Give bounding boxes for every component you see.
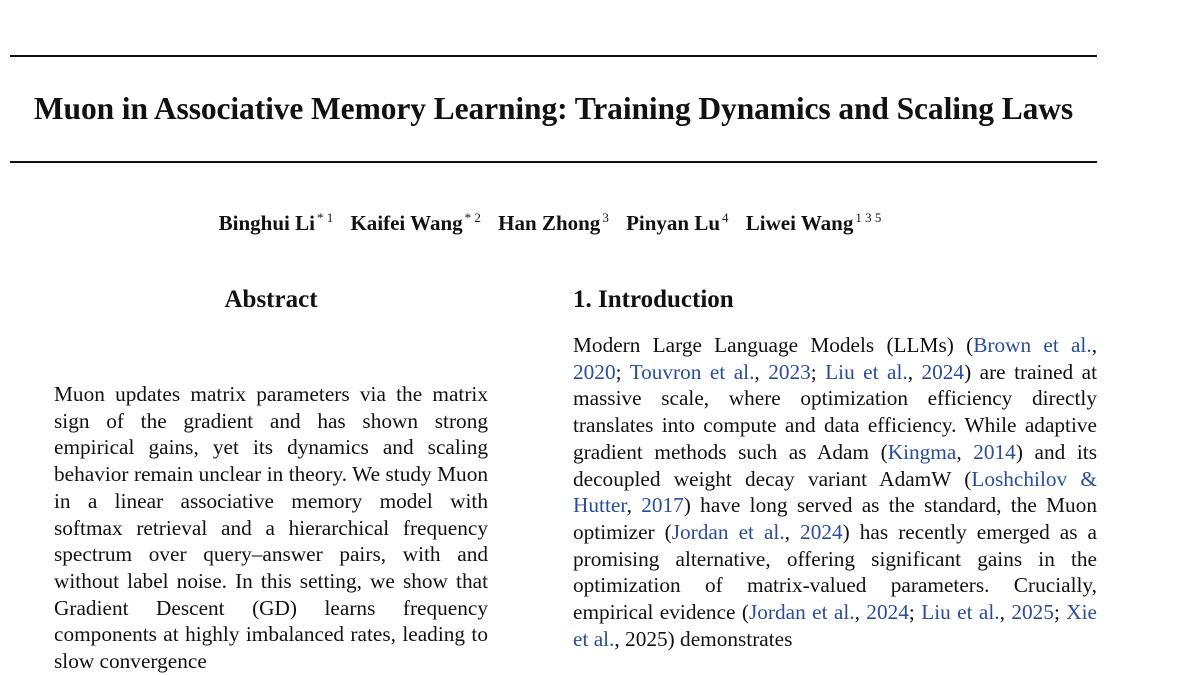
author-name: Kaifei Wang xyxy=(350,211,463,235)
author-affiliation: * 1 xyxy=(316,210,334,225)
author-affiliation: 4 xyxy=(722,210,729,225)
citation-link[interactable]: Jordan et al. xyxy=(671,519,785,544)
introduction-paragraph xyxy=(573,332,1097,652)
intro-text: ) has recently emerged as a promising alternative, offering significant gains in the optimization of matrix-valued parameters. Crucially, empirical evidence ( xyxy=(573,519,1098,625)
title-rule-bottom xyxy=(10,161,1097,163)
citation-link[interactable]: Xie et al. xyxy=(573,600,1097,651)
citation-link[interactable]: 2025 xyxy=(1011,600,1054,625)
author-name: Binghui Li xyxy=(218,211,315,235)
intro-text: Modern Large Language Models (LLMs) ( xyxy=(573,333,974,357)
intro-text: , xyxy=(626,493,642,518)
intro-text: , xyxy=(907,359,922,384)
citation-link[interactable]: 2014 xyxy=(973,439,1016,464)
citation-link[interactable]: 2024 xyxy=(921,359,965,384)
citation-link[interactable]: 2020 xyxy=(573,359,616,384)
intro-text: , xyxy=(999,600,1012,625)
author-name: Han Zhong xyxy=(498,211,601,235)
abstract-text: Muon updates matrix parameters via the matrix sign of the gradient and has shown strong empirical gains, yet its dynamics and scaling behavior remain unclear in theory. We study Muon in a linear associative memory model with softmax retrieval and a hierarchical frequency spectrum over query–answer pairs, with and without label noise. In this setting, we show that Gradient Descent (GD) learns frequency components at highly imbalanced rates, leading to slow convergence xyxy=(54,382,488,674)
author xyxy=(219,211,334,235)
intro-text: ; xyxy=(615,359,630,384)
intro-text: ) and its decoupled weight decay variant AdamW ( xyxy=(573,439,1097,491)
author xyxy=(350,211,480,235)
author-list xyxy=(0,209,1100,237)
intro-text: , xyxy=(784,519,801,544)
section-heading-introduction: 1. Introduction xyxy=(573,286,734,313)
citation-link[interactable]: Liu et al. xyxy=(921,600,1000,625)
intro-text: , xyxy=(754,359,769,384)
author-affiliation: 1 3 5 xyxy=(855,210,882,225)
citation-link[interactable]: Liu et al. xyxy=(825,359,908,384)
title-rule-top xyxy=(10,55,1097,57)
author-name: Pinyan Lu xyxy=(626,211,721,235)
intro-text: , 2025) demonstrates xyxy=(614,626,793,651)
citation-link[interactable]: Loshchilov & Hutter xyxy=(573,466,1097,518)
citation-link[interactable]: Touvron et al. xyxy=(629,359,755,384)
intro-text: ) are trained at massive scale, where optimization efficiency directly translates into compute and data efficiency. While adaptive gradient methods such as Adam ( xyxy=(573,359,1098,464)
citation-link[interactable]: 2024 xyxy=(866,600,909,625)
abstract-heading: Abstract xyxy=(224,286,318,313)
citation-link[interactable]: Jordan et al. xyxy=(748,600,855,625)
intro-text: ; xyxy=(1053,600,1067,625)
citation-link[interactable]: 2023 xyxy=(768,359,811,384)
author xyxy=(498,211,609,235)
paper-title: Muon in Associative Memory Learning: Training Dynamics and Scaling Laws xyxy=(33,91,1074,126)
citation-link[interactable]: 2024 xyxy=(800,519,843,544)
author xyxy=(626,211,728,235)
citation-link[interactable]: Kingma xyxy=(887,439,957,464)
intro-text: ) have long served as the standard, the Muon optimizer ( xyxy=(573,493,1097,544)
author-affiliation: 3 xyxy=(602,210,609,225)
author-name: Liwei Wang xyxy=(745,211,854,235)
intro-text: ; xyxy=(908,600,922,625)
citation-link[interactable]: Brown et al. xyxy=(973,333,1092,357)
intro-text: , xyxy=(1091,333,1098,357)
intro-text: , xyxy=(854,600,867,625)
citation-link[interactable]: 2017 xyxy=(641,493,684,518)
author xyxy=(746,211,882,235)
author-affiliation: * 2 xyxy=(464,210,481,225)
intro-text: , xyxy=(956,439,974,464)
intro-text: ; xyxy=(810,359,826,384)
